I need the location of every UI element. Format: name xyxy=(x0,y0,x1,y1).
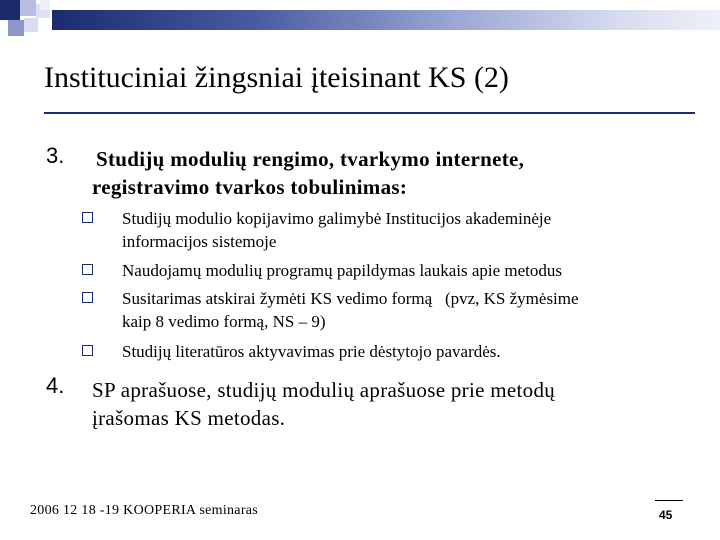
bullet-text-line: Susitarimas atskirai žymėti KS vedimo formą (pvz, KS žymėsime xyxy=(122,289,579,308)
square-bullet-icon xyxy=(82,345,93,356)
sub-bullet xyxy=(82,206,682,258)
bullet-text-line: Naudojamų modulių programų papildymas laukais apie metodus xyxy=(122,261,563,280)
header-gradient-bar xyxy=(52,10,720,30)
slide-title: Instituciniai žingsniai įteisinant KS (2) xyxy=(44,61,509,94)
bullet-text-line: Studijų modulio kopijavimo galimybė Institucijos akademinėje xyxy=(122,209,552,228)
point-text-line: įrašomas KS metodas. xyxy=(92,406,286,430)
deco-square xyxy=(40,0,50,10)
sub-bullet xyxy=(82,286,682,338)
point-text-line: SP aprašuose, studijų modulių aprašuose prie metodų xyxy=(92,378,556,402)
page-number: 45 xyxy=(659,508,673,522)
sub-bullet xyxy=(82,258,682,284)
point-text-line: Studijų modulių rengimo, tvarkymo internete, xyxy=(96,147,525,171)
footer-text: 2006 12 18 -19 KOOPERIA seminaras xyxy=(30,503,259,518)
deco-square xyxy=(0,0,20,20)
title-underline xyxy=(44,112,695,114)
bullet-text-line: Studijų literatūros aktyvavimas prie dėstytojo pavardės. xyxy=(122,342,501,361)
point-number: 4. xyxy=(46,373,65,398)
point-text-line: registravimo tvarkos tobulinimas: xyxy=(92,175,408,199)
point-number: 3. xyxy=(46,143,65,168)
bullet-text-line: informacijos sistemoje xyxy=(122,232,277,251)
bullet-text-line: kaip 8 vedimo formą, NS – 9) xyxy=(122,312,326,331)
square-bullet-icon xyxy=(82,264,93,275)
square-bullet-icon xyxy=(82,212,93,223)
deco-square xyxy=(20,0,36,16)
deco-square xyxy=(8,20,24,36)
square-bullet-icon xyxy=(82,292,93,303)
page-number-rule xyxy=(655,500,683,501)
sub-bullet xyxy=(82,339,682,365)
deco-square xyxy=(24,18,38,32)
